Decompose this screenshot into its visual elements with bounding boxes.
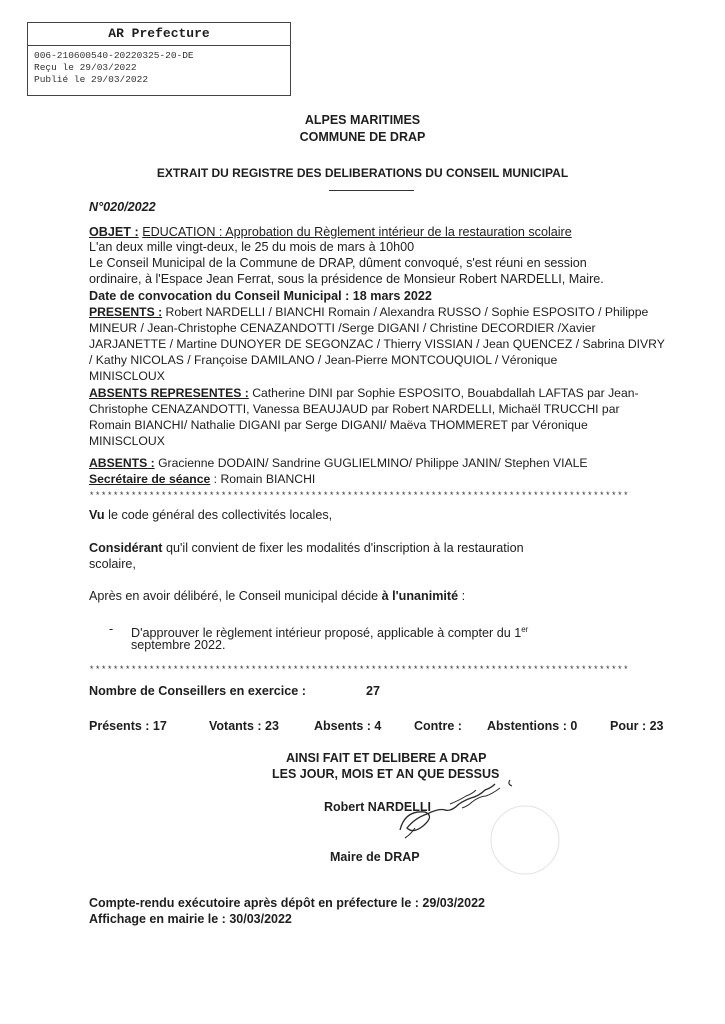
signatory-name: Robert NARDELLI [324, 800, 431, 814]
absents-label: ABSENTS : [89, 456, 155, 470]
vote-absents: Absents : 4 [314, 719, 382, 733]
presents-names: MINEUR / Jean-Christophe CENAZANDOTTI /Serge DIGANI / Christine DECORDIER /Xavier [89, 321, 596, 335]
document-title: EXTRAIT DU REGISTRE DES DELIBERATIONS DU CONSEIL MUNICIPAL [156, 166, 569, 180]
department-title: ALPES MARITIMES [304, 113, 421, 127]
vote-presents: Présents : 17 [89, 719, 167, 733]
represented-names: Christophe CENAZANDOTTI, Vanessa BEAUJAUD par Robert NARDELLI, Michaël TRUCCHI par [89, 402, 620, 416]
represented-names: Catherine DINI par Sophie ESPOSITO, Bouabdallah LAFTAS par Jean- [248, 386, 639, 400]
presents-names: JARJANETTE / Martine DUNOYER DE SEGONZAC / Thierry VISSIAN / Jean QUENCEZ / Sabrina DIVRY [89, 337, 665, 351]
stamp-received: Reçu le 29/03/2022 [34, 62, 137, 73]
vu-keyword: Vu [89, 508, 105, 522]
secretary-name: : Romain BIANCHI [210, 472, 316, 486]
intro-line: ordinaire, à l'Espace Jean Ferrat, sous la présidence de Monsieur Robert NARDELLI, Maire. [89, 272, 604, 286]
decision-unanimity: à l'unanimité [381, 589, 459, 603]
secretary-line [89, 472, 315, 487]
item-superscript: er [521, 625, 529, 634]
deliberation-number: N°020/2022 [89, 200, 156, 214]
vote-votants: Votants : 23 [209, 719, 279, 733]
item-text: D'approuver le règlement intérieur proposé, applicable à compter du 1 [131, 626, 522, 641]
faint-seal [485, 800, 565, 880]
represented-label: ABSENTS REPRESENTES : [89, 386, 249, 400]
separator: ****************************************************************************************** [89, 491, 630, 501]
posting-notice: Affichage en mairie le : 30/03/2022 [89, 912, 292, 926]
represented-names: Romain BIANCHI/ Nathalie DIGANI par Serge DIGANI/ Maëva THOMMERET par Véronique [89, 418, 588, 432]
item-dash: - [109, 622, 114, 636]
absents-names: Gracienne DODAIN/ Sandrine GUGLIELMINO/ Philippe JANIN/ Stephen VIALE [154, 456, 588, 470]
decision-text: Après en avoir délibéré, le Conseil municipal décide [89, 589, 382, 603]
presents-label: PRESENTS : [89, 305, 163, 319]
presents-names: MINISCLOUX [89, 369, 165, 383]
title-divider [329, 190, 414, 191]
considerant-text: qu'il convient de fixer les modalités d'inscription à la restauration [162, 541, 524, 555]
executory-notice: Compte-rendu exécutoire après dépôt en préfecture le : 29/03/2022 [89, 896, 485, 910]
commune-title: COMMUNE DE DRAP [299, 130, 426, 144]
represented-names: MINISCLOUX [89, 434, 165, 448]
considerant-text: scolaire, [89, 557, 136, 571]
closing-line: AINSI FAIT ET DELIBERE A DRAP [286, 751, 487, 765]
stamp-reference: 006-210600540-20220325-20-DE [34, 50, 194, 61]
signatory-role: Maire de DRAP [330, 850, 420, 864]
vu-text: le code général des collectivités locales, [104, 508, 333, 522]
prefecture-stamp [27, 22, 291, 96]
considerant-line [89, 541, 524, 556]
objet-text: EDUCATION : Approbation du Règlement intérieur de la restauration scolaire [142, 225, 572, 239]
council-count-label: Nombre de Conseillers en exercice : [89, 684, 306, 698]
stamp-header: AR Prefecture [28, 23, 290, 46]
vu-line [89, 508, 332, 523]
objet-label: OBJET : [89, 225, 139, 239]
intro-date: L'an deux mille vingt-deux, le 25 du mois de mars à 10h00 [89, 240, 415, 254]
closing-line: LES JOUR, MOIS ET AN QUE DESSUS [272, 767, 500, 781]
objet-line [89, 225, 572, 240]
separator: ****************************************************************************************** [89, 665, 630, 675]
absents-line [89, 456, 588, 471]
convocation-date: Date de convocation du Conseil Municipal : 18 mars 2022 [89, 289, 432, 303]
presents-names: / Kathy NICOLAS / Françoise DAMILANO / Jean-Pierre MONTCOUQUIOL / Véronique [89, 353, 558, 367]
represented-line [89, 386, 639, 401]
secretary-label: Secrétaire de séance [89, 472, 211, 486]
vote-abstentions: Abstentions : 0 [487, 719, 578, 733]
council-count-value: 27 [366, 684, 381, 698]
decision-line [89, 589, 465, 604]
decision-end: : [458, 589, 466, 603]
vote-contre: Contre : [414, 719, 462, 733]
vote-pour: Pour : 23 [610, 719, 664, 733]
considerant-keyword: Considérant [89, 541, 163, 555]
item-text: septembre 2022. [131, 638, 226, 652]
presents-line [89, 305, 648, 320]
intro-line: Le Conseil Municipal de la Commune de DRAP, dûment convoqué, s'est réuni en session [89, 256, 587, 270]
presents-names: Robert NARDELLI / BIANCHI Romain / Alexandra RUSSO / Sophie ESPOSITO / Philippe [162, 305, 649, 319]
stamp-published: Publié le 29/03/2022 [34, 74, 149, 85]
